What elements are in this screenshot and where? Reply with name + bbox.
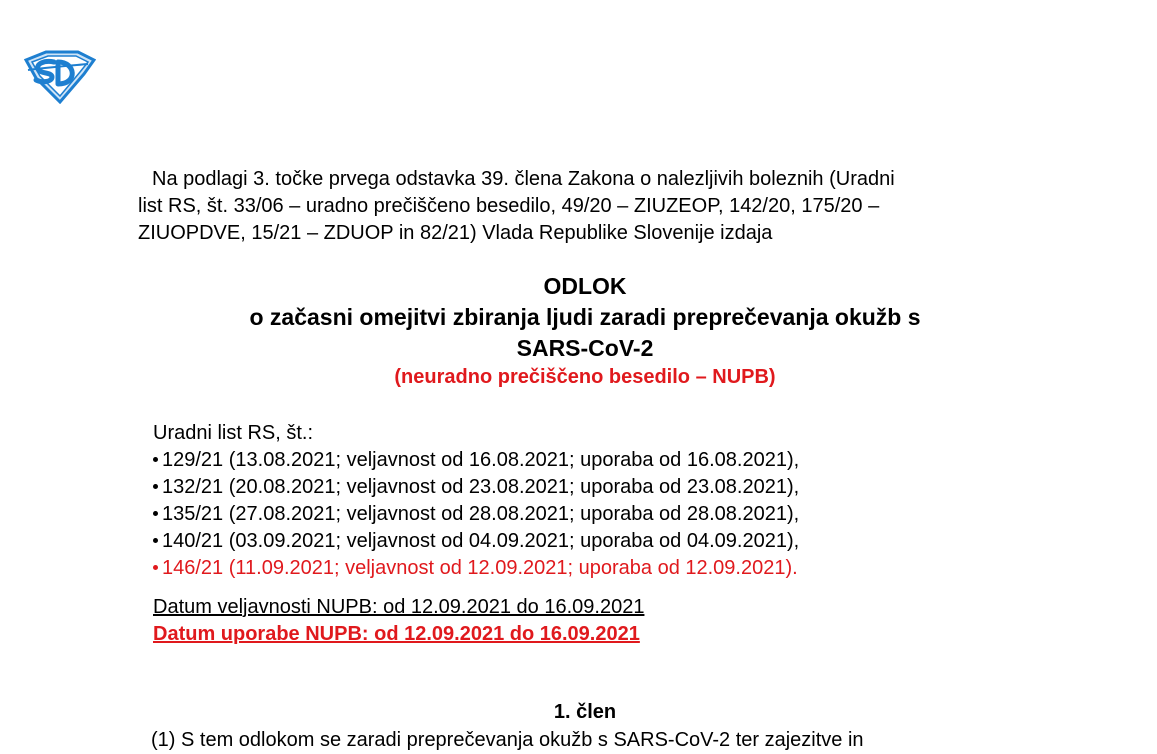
preamble-line: Na podlagi 3. točke prvega odstavka 39. člena Zakona o nalezljivih boleznih (Uradni xyxy=(152,168,895,190)
gazette-list xyxy=(153,420,1053,582)
title-line-3: SARS-CoV-2 xyxy=(516,335,654,361)
gazette-item xyxy=(153,447,1053,474)
gazette-item xyxy=(153,528,1053,555)
bullet-icon xyxy=(153,484,158,489)
article-heading: 1. člen xyxy=(553,701,617,723)
sd-logo xyxy=(22,48,96,104)
gazette-heading: Uradni list RS, št.: xyxy=(153,422,314,444)
bullet-icon xyxy=(153,565,158,570)
gazette-item-text: 129/21 (13.08.2021; veljavnost od 16.08.2021; uporaba od 16.08.2021), xyxy=(162,449,800,471)
preamble xyxy=(138,166,1038,247)
gazette-item xyxy=(153,501,1053,528)
article-text: (1) S tem odlokom se zaradi preprečevanja okužb s SARS-CoV-2 ter zajezitve in xyxy=(151,729,864,751)
gazette-item-text: 140/21 (03.09.2021; veljavnost od 04.09.2021; uporaba od 04.09.2021), xyxy=(162,530,800,552)
preamble-line: list RS, št. 33/06 – uradno prečiščeno besedilo, 49/20 – ZIUZEOP, 142/20, 175/20 – xyxy=(138,195,880,217)
bullet-icon xyxy=(153,457,158,462)
shield-sd-logo-icon xyxy=(22,48,96,104)
bullet-icon xyxy=(153,511,158,516)
preamble-line: ZIUOPDVE, 15/21 – ZDUOP in 82/21) Vlada Republike Slovenije izdaja xyxy=(138,222,773,244)
title-subtitle: (neuradno prečiščeno besedilo – NUPB) xyxy=(394,366,776,388)
gazette-item-latest xyxy=(153,555,1053,582)
validity-date: Datum veljavnosti NUPB: od 12.09.2021 do 16.09.2021 xyxy=(153,596,645,618)
title-line-1: ODLOK xyxy=(543,273,627,299)
nupb-dates xyxy=(153,594,1053,648)
gazette-item-text: 135/21 (27.08.2021; veljavnost od 28.08.2021; uporaba od 28.08.2021), xyxy=(162,503,800,525)
gazette-item xyxy=(153,474,1053,501)
application-date: Datum uporabe NUPB: od 12.09.2021 do 16.09.2021 xyxy=(153,623,640,645)
title-line-2: o začasni omejitvi zbiranja ljudi zaradi preprečevanja okužb s xyxy=(249,304,921,330)
gazette-item-text: 132/21 (20.08.2021; veljavnost od 23.08.2021; uporaba od 23.08.2021), xyxy=(162,476,800,498)
bullet-icon xyxy=(153,538,158,543)
decree-title xyxy=(150,271,1020,391)
gazette-item-text: 146/21 (11.09.2021; veljavnost od 12.09.2021; uporaba od 12.09.2021). xyxy=(162,557,798,579)
